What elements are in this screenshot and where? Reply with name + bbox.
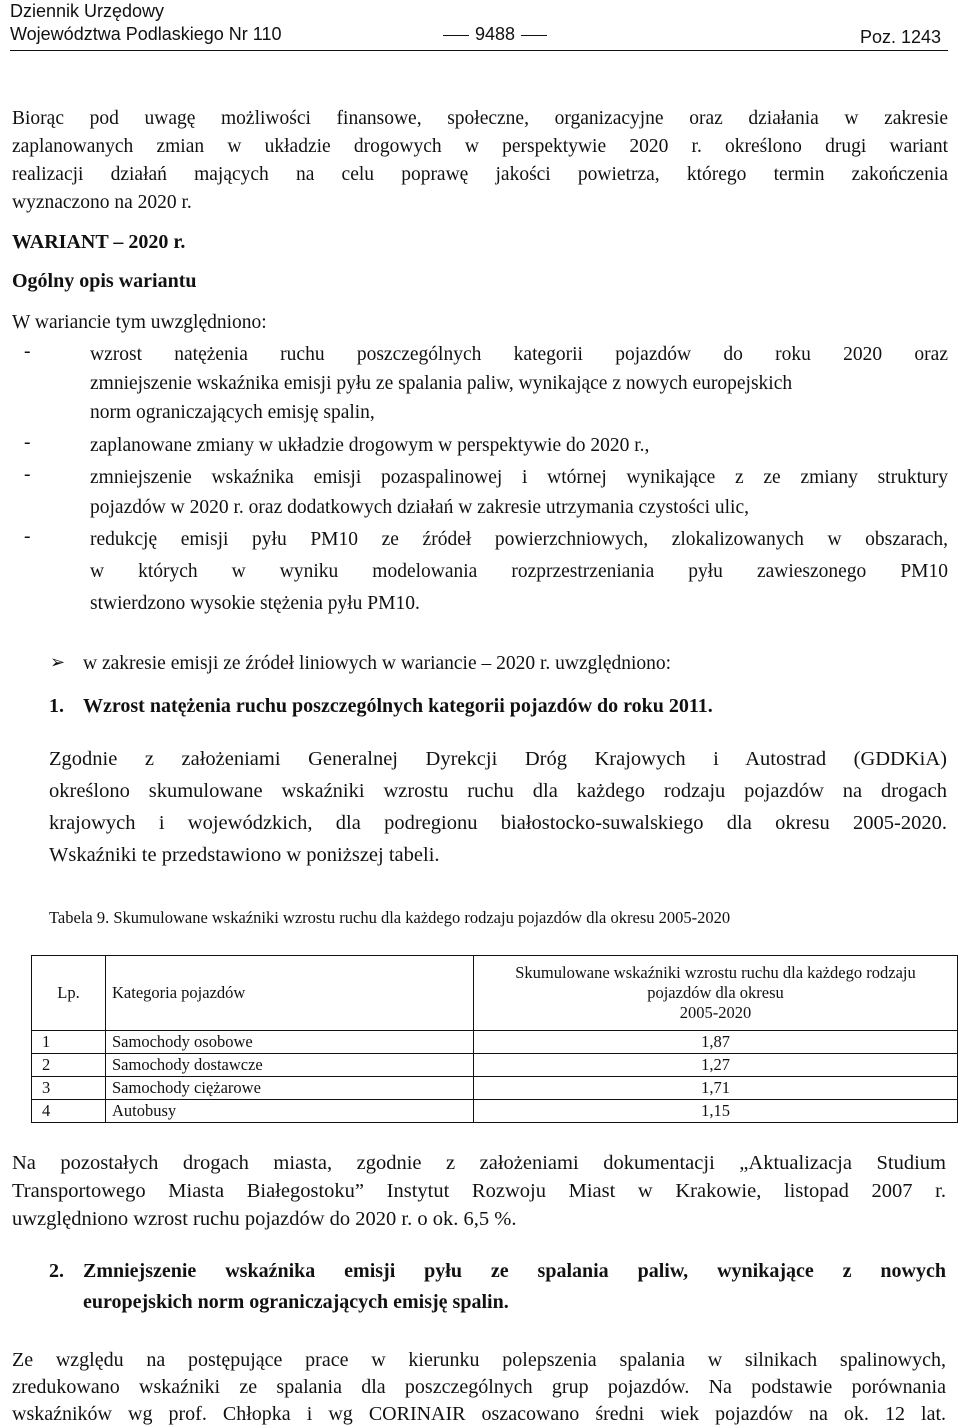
table-row	[32, 1100, 958, 1123]
row-lp: 3	[32, 1077, 106, 1100]
paragraph-3-line-3: wskaźników wg prof. Chłopka i wg CORINAIR oszacowano średni wiek pojazdów na ok. 12 lat.	[12, 1403, 946, 1425]
paragraph-3-line-1: Ze względu na postępujące prace w kierunku polepszenia spalania w silnikach spalinowych,	[12, 1349, 946, 1371]
page-number-dash-right	[521, 35, 547, 36]
section-2-title-line-2: europejskich norm ograniczających emisję spalin.	[83, 1291, 509, 1313]
row-lp: 2	[32, 1054, 106, 1077]
page-number-dash-left	[443, 35, 469, 36]
bullet-dash-4: -	[24, 526, 31, 547]
bullet-1-line-2: zmniejszenie wskaźnika emisji pyłu ze spalania paliw, wynikające z nowych europejskich	[90, 373, 793, 394]
header-divider	[10, 50, 948, 51]
intro-line-1: Biorąc pod uwagę możliwości finansowe, społeczne, organizacyjne oraz działania w zakresie	[12, 108, 948, 129]
journal-title: Dziennik Urzędowy	[10, 1, 165, 21]
paragraph-1-line-2: określono skumulowane wskaźniki wzrostu ruchu dla każdego rodzaju pojazdów na drogach	[49, 780, 947, 802]
row-category: Samochody dostawcze	[106, 1054, 474, 1077]
row-category: Samochody osobowe	[106, 1031, 474, 1054]
row-value: 1,27	[474, 1054, 958, 1077]
table-row	[32, 1054, 958, 1077]
intro-line-4: wyznaczono na 2020 r.	[12, 192, 192, 213]
table-caption: Tabela 9. Skumulowane wskaźniki wzrostu ruchu dla każdego rodzaju pojazdów dla okresu 2005-2020	[49, 908, 731, 927]
growth-index-table	[31, 955, 958, 1123]
bullet-4-line-2: w których w wyniku modelowania rozprzestrzeniania pyłu zawieszonego PM10	[90, 561, 948, 582]
section-1-number: 1.	[49, 695, 64, 717]
header-lp: Lp.	[32, 956, 106, 1031]
paragraph-1-line-1: Zgodnie z założeniami Generalnej Dyrekcji Dróg Krajowych i Autostrad (GDDKiA)	[49, 748, 947, 770]
paragraph-2-line-3: uwzględniono wzrost ruchu pojazdów do 2020 r. o ok. 6,5 %.	[12, 1208, 517, 1230]
row-category: Samochody ciężarowe	[106, 1077, 474, 1100]
table-row	[32, 1031, 958, 1054]
header-value-line-1: Skumulowane wskaźniki wzrostu ruchu dla każdego rodzaju	[515, 963, 916, 982]
header-value-line-2: pojazdów dla okresu	[647, 983, 784, 1002]
section-1-title: Wzrost natężenia ruchu poszczególnych kategorii pojazdów do roku 2011.	[83, 695, 713, 717]
bullet-dash-1: -	[24, 341, 31, 362]
bullet-dash-3: -	[24, 464, 31, 485]
paragraph-3-line-2: zredukowano wskaźniki ze spalania dla poszczególnych grup pojazdów. Na podstawie porównania	[12, 1376, 946, 1398]
position-number: Poz. 1243	[859, 27, 941, 47]
header-value	[474, 956, 958, 1031]
page-number	[437, 23, 553, 45]
paragraph-1-line-4: Wskaźniki te przedstawiono w poniższej tabeli.	[49, 844, 440, 866]
paragraph-2-line-2: Transportowego Miasta Białegostoku” Instytut Rozwoju Miast w Krakowie, listopad 2007 r.	[12, 1180, 946, 1202]
intro-line-3: realizacji działań mających na celu poprawę jakości powietrza, którego termin zakończenia	[12, 164, 948, 185]
page-number-value: 9488	[475, 24, 516, 44]
section-2-title-line-1: Zmniejszenie wskaźnika emisji pyłu ze spalania paliw, wynikające z nowych	[83, 1260, 946, 1282]
row-value: 1,71	[474, 1077, 958, 1100]
general-heading: Ogólny opis wariantu	[12, 270, 197, 292]
bullet-2-line-1: zaplanowane zmiany w układzie drogowym w perspektywie do 2020 r.,	[90, 435, 650, 456]
row-lp: 4	[32, 1100, 106, 1123]
bullet-4-line-3: stwierdzono wysokie stężenia pyłu PM10.	[90, 593, 420, 614]
bullet-1-line-3: norm ograniczających emisję spalin,	[90, 402, 375, 423]
journal-subtitle: Województwa Podlaskiego Nr 110	[10, 24, 282, 44]
header-category: Kategoria pojazdów	[106, 956, 474, 1031]
bullet-1-line-1: wzrost natężenia ruchu poszczególnych kategorii pojazdów do roku 2020 oraz	[90, 344, 948, 365]
paragraph-2-line-1: Na pozostałych drogach miasta, zgodnie z założeniami dokumentacji „Aktualizacja Studium	[12, 1152, 946, 1174]
paragraph-1-line-3: krajowych i wojewódzkich, dla podregionu białostocko-suwalskiego dla okresu 2005-2020.	[49, 812, 947, 834]
bullet-4-line-1: redukcję emisji pyłu PM10 ze źródeł powierzchniowych, zlokalizowanych w obszarach,	[90, 529, 948, 550]
bullet-dash-2: -	[24, 432, 31, 453]
bullet-3-line-2: pojazdów w 2020 r. oraz dodatkowych działań w zakresie utrzymania czystości ulic,	[90, 497, 749, 518]
bullet-3-line-1: zmniejszenie wskaźnika emisji pozaspalinowej i wtórnej wynikające z ze zmiany struktury	[90, 467, 948, 488]
table-row	[32, 1077, 958, 1100]
header-value-line-3: 2005-2020	[679, 1003, 752, 1022]
section-2-number: 2.	[49, 1260, 64, 1282]
considered-intro: W wariancie tym uwzględniono:	[12, 312, 267, 333]
row-value: 1,87	[474, 1031, 958, 1054]
arrow-bullet-icon: ➢	[50, 652, 66, 673]
variant-heading: WARIANT – 2020 r.	[12, 231, 186, 253]
arrow-item-text: w zakresie emisji ze źródeł liniowych w wariancie – 2020 r. uwzględniono:	[83, 653, 672, 674]
intro-line-2: zaplanowanych zmian w układzie drogowych w perspektywie 2020 r. określono drugi wariant	[12, 136, 948, 157]
row-lp: 1	[32, 1031, 106, 1054]
row-category: Autobusy	[106, 1100, 474, 1123]
table-header-row	[32, 956, 958, 1031]
row-value: 1,15	[474, 1100, 958, 1123]
